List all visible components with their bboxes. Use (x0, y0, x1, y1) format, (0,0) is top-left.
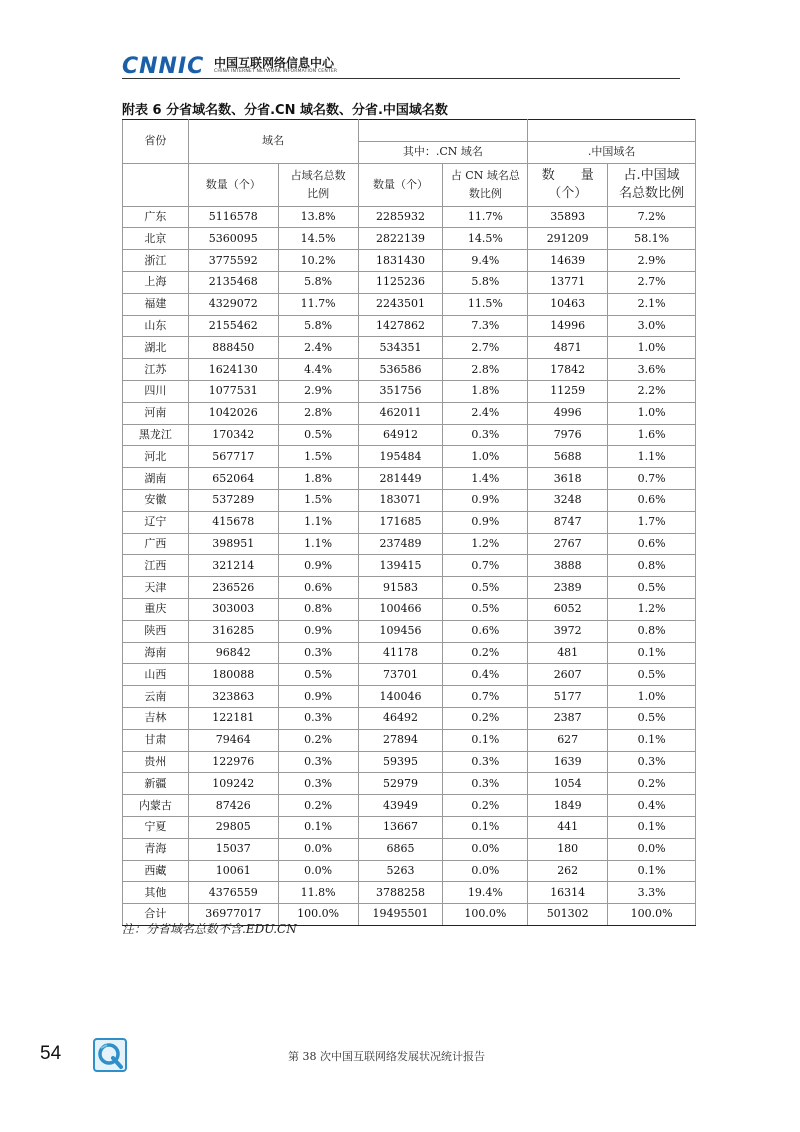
cell-zg-count: 6052 (528, 598, 608, 620)
cell-domain-count: 15037 (188, 838, 278, 860)
cell-cn-count: 3788258 (358, 882, 443, 904)
cell-zg-count: 5177 (528, 686, 608, 708)
table-row (123, 773, 696, 795)
cell-domain-share: 10.2% (278, 250, 358, 272)
header-zg-group: .中国域名 (528, 141, 696, 163)
table-row (123, 424, 696, 446)
table-note: 注：分省域名总数不含.EDU.CN (122, 922, 297, 936)
cell-zg-count: 2389 (528, 577, 608, 599)
cell-domain-count: 29805 (188, 816, 278, 838)
cell-cn-count: 139415 (358, 555, 443, 577)
cell-cn-share: 0.9% (443, 511, 528, 533)
cell-domain-count: 4376559 (188, 882, 278, 904)
cell-zg-count: 180 (528, 838, 608, 860)
cell-province: 辽宁 (123, 511, 189, 533)
cell-province: 合计 (123, 904, 189, 926)
table-row (123, 359, 696, 381)
cell-province: 天津 (123, 577, 189, 599)
cell-domain-count: 170342 (188, 424, 278, 446)
table-row (123, 533, 696, 555)
cell-cn-share: 0.9% (443, 489, 528, 511)
cell-cn-count: 183071 (358, 489, 443, 511)
cell-zg-share: 2.9% (608, 250, 696, 272)
header-zg-group-spacer (528, 120, 696, 142)
cell-domain-share: 0.3% (278, 773, 358, 795)
cell-province: 山东 (123, 315, 189, 337)
cell-zg-share: 0.1% (608, 816, 696, 838)
cell-zg-share: 1.7% (608, 511, 696, 533)
header-province: 省份 (123, 120, 189, 164)
table-row (123, 293, 696, 315)
cell-cn-count: 109456 (358, 620, 443, 642)
cell-domain-count: 888450 (188, 337, 278, 359)
cell-zg-share: 0.4% (608, 795, 696, 817)
cell-province: 河南 (123, 402, 189, 424)
cell-province: 河北 (123, 446, 189, 468)
cell-province: 北京 (123, 228, 189, 250)
cell-zg-share: 0.1% (608, 729, 696, 751)
cell-zg-count: 4996 (528, 402, 608, 424)
domain-stats-table (122, 119, 696, 926)
cell-cn-share: 0.0% (443, 860, 528, 882)
cell-domain-count: 5360095 (188, 228, 278, 250)
cell-zg-share: 100.0% (608, 904, 696, 926)
cnnic-logo: CNNIC (122, 54, 205, 79)
cell-province: 吉林 (123, 707, 189, 729)
table-title: 附表 6 分省域名数、分省.CN 域名数、分省.中国域名数 (122, 103, 448, 118)
cell-zg-count: 2607 (528, 664, 608, 686)
cell-cn-count: 281449 (358, 468, 443, 490)
cell-domain-share: 13.8% (278, 206, 358, 228)
header-row-1 (123, 120, 696, 142)
table-row (123, 228, 696, 250)
cell-province: 贵州 (123, 751, 189, 773)
cell-domain-share: 5.8% (278, 271, 358, 293)
report-title-footer: 第 38 次中国互联网络发展状况统计报告 (288, 1050, 485, 1063)
header-count-domain: 数量（个） (188, 163, 278, 206)
cell-province: 重庆 (123, 598, 189, 620)
cell-zg-share: 0.5% (608, 664, 696, 686)
table-row (123, 337, 696, 359)
cell-zg-count: 1639 (528, 751, 608, 773)
cell-zg-count: 8747 (528, 511, 608, 533)
cell-cn-share: 0.6% (443, 620, 528, 642)
cell-domain-count: 323863 (188, 686, 278, 708)
cell-domain-share: 0.0% (278, 838, 358, 860)
cell-cn-share: 19.4% (443, 882, 528, 904)
cell-domain-count: 2135468 (188, 271, 278, 293)
cell-domain-count: 2155462 (188, 315, 278, 337)
cell-domain-share: 0.2% (278, 795, 358, 817)
cell-zg-count: 3972 (528, 620, 608, 642)
table-body (123, 206, 696, 925)
cell-cn-share: 0.7% (443, 555, 528, 577)
cell-zg-share: 2.1% (608, 293, 696, 315)
cell-cn-count: 2822139 (358, 228, 443, 250)
cell-domain-share: 2.4% (278, 337, 358, 359)
table-row (123, 751, 696, 773)
cell-cn-count: 91583 (358, 577, 443, 599)
header-divider (122, 78, 680, 79)
table-row (123, 860, 696, 882)
cell-domain-count: 36977017 (188, 904, 278, 926)
cell-province: 湖北 (123, 337, 189, 359)
cell-cn-count: 2243501 (358, 293, 443, 315)
cell-domain-count: 1077531 (188, 380, 278, 402)
cell-zg-share: 1.6% (608, 424, 696, 446)
cell-cn-count: 52979 (358, 773, 443, 795)
cell-domain-count: 415678 (188, 511, 278, 533)
cell-domain-share: 0.9% (278, 555, 358, 577)
cell-domain-count: 122976 (188, 751, 278, 773)
cell-zg-share: 0.8% (608, 555, 696, 577)
table-row (123, 598, 696, 620)
cell-zg-count: 5688 (528, 446, 608, 468)
cell-domain-share: 2.9% (278, 380, 358, 402)
table-row (123, 838, 696, 860)
cell-cn-count: 1427862 (358, 315, 443, 337)
cell-domain-share: 0.5% (278, 664, 358, 686)
cell-zg-count: 1054 (528, 773, 608, 795)
page-number: 54 (40, 1043, 62, 1064)
cell-cn-share: 14.5% (443, 228, 528, 250)
cell-cn-share: 2.8% (443, 359, 528, 381)
cell-province: 安徽 (123, 489, 189, 511)
cell-province: 四川 (123, 380, 189, 402)
header-share-cn: 占 CN 域名总 数比例 (443, 163, 528, 206)
header-share-zg: 占.中国域 名总数比例 (608, 163, 696, 206)
cell-domain-share: 0.1% (278, 816, 358, 838)
org-name-cn: 中国互联网络信息中心 (214, 56, 335, 70)
table-row (123, 315, 696, 337)
cell-cn-count: 59395 (358, 751, 443, 773)
cell-province: 福建 (123, 293, 189, 315)
cell-cn-count: 5263 (358, 860, 443, 882)
cell-domain-share: 0.5% (278, 424, 358, 446)
cell-province: 湖南 (123, 468, 189, 490)
cell-province: 宁夏 (123, 816, 189, 838)
cell-zg-share: 1.0% (608, 402, 696, 424)
cell-province: 江苏 (123, 359, 189, 381)
cell-zg-count: 501302 (528, 904, 608, 926)
cell-cn-count: 13667 (358, 816, 443, 838)
cell-zg-count: 14639 (528, 250, 608, 272)
table-row (123, 707, 696, 729)
cell-cn-share: 0.0% (443, 838, 528, 860)
cell-cn-share: 7.3% (443, 315, 528, 337)
cell-cn-share: 1.8% (443, 380, 528, 402)
cell-domain-count: 236526 (188, 577, 278, 599)
cell-zg-share: 1.2% (608, 598, 696, 620)
cell-cn-share: 11.5% (443, 293, 528, 315)
header-cn-group: 其中：.CN 域名 (358, 141, 528, 163)
cell-domain-share: 0.3% (278, 751, 358, 773)
cell-domain-count: 5116578 (188, 206, 278, 228)
cell-zg-share: 2.7% (608, 271, 696, 293)
cell-zg-count: 16314 (528, 882, 608, 904)
cell-zg-count: 3248 (528, 489, 608, 511)
cell-domain-share: 1.1% (278, 511, 358, 533)
cell-domain-share: 4.4% (278, 359, 358, 381)
cell-province: 西藏 (123, 860, 189, 882)
cell-province: 上海 (123, 271, 189, 293)
cell-zg-share: 7.2% (608, 206, 696, 228)
cell-domain-count: 96842 (188, 642, 278, 664)
cell-cn-share: 0.5% (443, 577, 528, 599)
header-province-cont (123, 163, 189, 206)
cell-zg-share: 2.2% (608, 380, 696, 402)
cnnic-footer-icon (93, 1038, 127, 1072)
cell-domain-count: 1624130 (188, 359, 278, 381)
cell-zg-count: 2767 (528, 533, 608, 555)
cell-zg-share: 0.2% (608, 773, 696, 795)
cell-domain-count: 1042026 (188, 402, 278, 424)
cell-province: 新疆 (123, 773, 189, 795)
cell-province: 黑龙江 (123, 424, 189, 446)
header-share-domain: 占域名总数 比例 (278, 163, 358, 206)
cell-domain-share: 1.5% (278, 446, 358, 468)
cell-cn-count: 46492 (358, 707, 443, 729)
cell-cn-count: 2285932 (358, 206, 443, 228)
cell-zg-share: 3.3% (608, 882, 696, 904)
cell-domain-share: 0.2% (278, 729, 358, 751)
cell-province: 陕西 (123, 620, 189, 642)
cell-domain-share: 0.6% (278, 577, 358, 599)
cell-cn-count: 100466 (358, 598, 443, 620)
cell-zg-count: 3888 (528, 555, 608, 577)
cell-province: 甘肃 (123, 729, 189, 751)
cell-cn-count: 27894 (358, 729, 443, 751)
cell-zg-share: 3.6% (608, 359, 696, 381)
cell-zg-count: 7976 (528, 424, 608, 446)
cell-zg-count: 627 (528, 729, 608, 751)
cell-domain-share: 0.3% (278, 642, 358, 664)
cell-cn-share: 0.5% (443, 598, 528, 620)
table-row (123, 729, 696, 751)
cell-cn-count: 1831430 (358, 250, 443, 272)
cell-domain-count: 567717 (188, 446, 278, 468)
cell-cn-count: 64912 (358, 424, 443, 446)
header-cn-group-spacer (358, 120, 528, 142)
cell-cn-share: 0.2% (443, 707, 528, 729)
cell-zg-count: 262 (528, 860, 608, 882)
cell-domain-share: 0.9% (278, 686, 358, 708)
cell-cn-share: 100.0% (443, 904, 528, 926)
header-domain-group: 域名 (188, 120, 358, 164)
cell-domain-count: 109242 (188, 773, 278, 795)
cell-cn-share: 2.7% (443, 337, 528, 359)
cell-province: 海南 (123, 642, 189, 664)
cell-domain-share: 11.7% (278, 293, 358, 315)
cell-cn-count: 19495501 (358, 904, 443, 926)
cell-zg-share: 1.0% (608, 686, 696, 708)
cell-domain-share: 0.8% (278, 598, 358, 620)
cell-cn-count: 6865 (358, 838, 443, 860)
cell-cn-count: 41178 (358, 642, 443, 664)
table-row (123, 489, 696, 511)
cell-domain-share: 0.9% (278, 620, 358, 642)
cell-cn-share: 0.4% (443, 664, 528, 686)
cell-domain-count: 303003 (188, 598, 278, 620)
cell-cn-share: 5.8% (443, 271, 528, 293)
cell-zg-share: 0.1% (608, 642, 696, 664)
cell-cn-count: 171685 (358, 511, 443, 533)
cell-domain-share: 11.8% (278, 882, 358, 904)
org-name-en: CHINA INTERNET NETWORK INFORMATION CENTER (214, 69, 338, 74)
table-row (123, 380, 696, 402)
table-row (123, 577, 696, 599)
cell-cn-share: 1.2% (443, 533, 528, 555)
cell-domain-count: 3775592 (188, 250, 278, 272)
cell-zg-count: 10463 (528, 293, 608, 315)
table-row (123, 620, 696, 642)
table-row (123, 250, 696, 272)
cell-cn-count: 195484 (358, 446, 443, 468)
cell-zg-count: 35893 (528, 206, 608, 228)
table-row (123, 446, 696, 468)
cell-zg-share: 0.5% (608, 707, 696, 729)
cell-zg-count: 481 (528, 642, 608, 664)
cell-domain-share: 1.1% (278, 533, 358, 555)
cell-domain-count: 180088 (188, 664, 278, 686)
cell-domain-count: 321214 (188, 555, 278, 577)
cell-domain-share: 1.8% (278, 468, 358, 490)
cell-cn-count: 462011 (358, 402, 443, 424)
cell-zg-share: 1.0% (608, 337, 696, 359)
cell-cn-share: 0.3% (443, 773, 528, 795)
cell-zg-share: 1.1% (608, 446, 696, 468)
cell-cn-share: 0.2% (443, 795, 528, 817)
table-row (123, 555, 696, 577)
page-header (122, 52, 680, 78)
cell-province: 江西 (123, 555, 189, 577)
cell-cn-count: 237489 (358, 533, 443, 555)
cell-province: 云南 (123, 686, 189, 708)
table-row (123, 795, 696, 817)
cell-domain-count: 652064 (188, 468, 278, 490)
cell-zg-count: 2387 (528, 707, 608, 729)
cell-cn-share: 0.3% (443, 751, 528, 773)
table-row (123, 686, 696, 708)
header-count-cn: 数量（个） (358, 163, 443, 206)
cell-zg-share: 0.8% (608, 620, 696, 642)
header-row-3 (123, 163, 696, 206)
cell-cn-count: 534351 (358, 337, 443, 359)
table-row (123, 271, 696, 293)
cell-cn-share: 11.7% (443, 206, 528, 228)
cell-zg-share: 0.7% (608, 468, 696, 490)
table-row (123, 206, 696, 228)
cell-zg-share: 58.1% (608, 228, 696, 250)
cell-cn-count: 536586 (358, 359, 443, 381)
cell-cn-count: 351756 (358, 380, 443, 402)
cell-zg-count: 11259 (528, 380, 608, 402)
cell-domain-share: 2.8% (278, 402, 358, 424)
cell-cn-share: 0.1% (443, 816, 528, 838)
cell-zg-share: 3.0% (608, 315, 696, 337)
cell-province: 广东 (123, 206, 189, 228)
cell-domain-count: 79464 (188, 729, 278, 751)
cell-cn-count: 1125236 (358, 271, 443, 293)
cell-zg-count: 1849 (528, 795, 608, 817)
cell-cn-share: 0.2% (443, 642, 528, 664)
cell-province: 内蒙古 (123, 795, 189, 817)
table-row (123, 511, 696, 533)
cell-domain-count: 4329072 (188, 293, 278, 315)
cell-zg-count: 17842 (528, 359, 608, 381)
cell-cn-share: 2.4% (443, 402, 528, 424)
cell-cn-share: 1.0% (443, 446, 528, 468)
cell-cn-count: 140046 (358, 686, 443, 708)
cell-zg-count: 4871 (528, 337, 608, 359)
cell-zg-count: 14996 (528, 315, 608, 337)
cell-province: 山西 (123, 664, 189, 686)
cell-domain-share: 14.5% (278, 228, 358, 250)
cell-domain-share: 5.8% (278, 315, 358, 337)
cell-zg-share: 0.6% (608, 533, 696, 555)
cell-domain-count: 87426 (188, 795, 278, 817)
cell-zg-share: 0.0% (608, 838, 696, 860)
cell-zg-count: 441 (528, 816, 608, 838)
table-row (123, 468, 696, 490)
cell-domain-count: 10061 (188, 860, 278, 882)
cell-domain-share: 100.0% (278, 904, 358, 926)
cell-domain-share: 0.3% (278, 707, 358, 729)
cell-domain-count: 122181 (188, 707, 278, 729)
cell-province: 广西 (123, 533, 189, 555)
table-row (123, 816, 696, 838)
header-count-zg: 数 量 （个） (528, 163, 608, 206)
cell-cn-share: 0.1% (443, 729, 528, 751)
cell-domain-share: 1.5% (278, 489, 358, 511)
cell-zg-share: 0.3% (608, 751, 696, 773)
cell-zg-count: 3618 (528, 468, 608, 490)
cell-cn-share: 0.7% (443, 686, 528, 708)
cell-cn-count: 43949 (358, 795, 443, 817)
cell-province: 青海 (123, 838, 189, 860)
cell-province: 浙江 (123, 250, 189, 272)
cell-domain-count: 537289 (188, 489, 278, 511)
cell-zg-count: 13771 (528, 271, 608, 293)
table-row (123, 882, 696, 904)
table-row (123, 642, 696, 664)
cell-cn-share: 1.4% (443, 468, 528, 490)
cell-zg-share: 0.1% (608, 860, 696, 882)
table-row (123, 664, 696, 686)
cell-province: 其他 (123, 882, 189, 904)
cell-domain-share: 0.0% (278, 860, 358, 882)
cell-zg-share: 0.5% (608, 577, 696, 599)
cell-cn-share: 0.3% (443, 424, 528, 446)
cell-zg-share: 0.6% (608, 489, 696, 511)
cell-domain-count: 316285 (188, 620, 278, 642)
cell-zg-count: 291209 (528, 228, 608, 250)
cell-domain-count: 398951 (188, 533, 278, 555)
cell-cn-count: 73701 (358, 664, 443, 686)
table-row (123, 402, 696, 424)
cell-cn-share: 9.4% (443, 250, 528, 272)
